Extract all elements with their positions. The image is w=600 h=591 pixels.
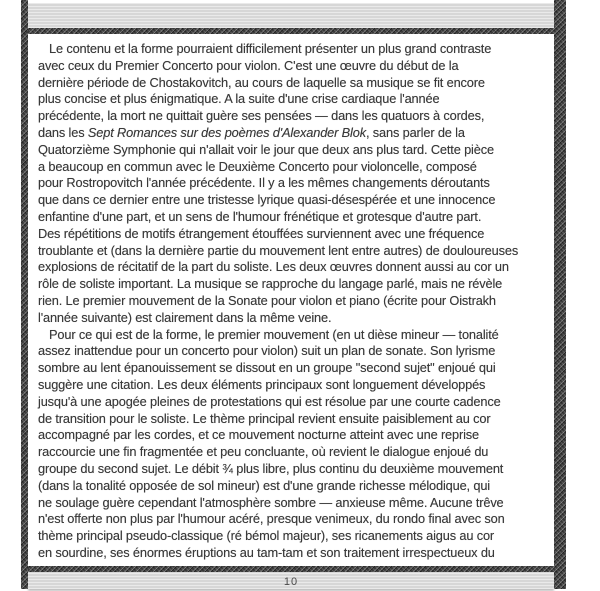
text-segment: troublante et (dans la dernière partie du mouvement lent entre autres) de douloureuses: [38, 242, 519, 258]
text-segment: Le contenu et la forme pourraient difficilement présenter un plus grand contraste: [49, 41, 492, 56]
text-segment: Des répétitions de motifs étrangement étouffées surviennent avec une fréquence: [38, 225, 485, 241]
text-segment: en sourdine, ses énormes éruptions au tam-tam et son traitement irrespectueux du: [38, 544, 495, 560]
text-segment: raccourcie une fin fragmentée et peu concluante, où revient le dialogue enjoué du: [38, 444, 489, 460]
text-line: [38, 259, 554, 276]
text-segment: de transition pour le soliste. Le thème principal revient ensuite paisiblement au cor: [38, 410, 491, 426]
text-line: [38, 411, 554, 428]
text-line: [38, 75, 554, 92]
page-number: 10: [283, 576, 299, 588]
text-segment: dans les: [38, 124, 88, 140]
text-line: [38, 175, 554, 192]
text-segment: n'est offerte non plus par l'humour acéré, presque venimeux, du rondo final avec son: [38, 511, 505, 527]
text-segment: (dans la tonalité opposée de sol mineur) est d'une grande richesse mélodique, qui: [38, 477, 490, 493]
text-segment: que dans ce dernier entre une tristesse lyrique quasi-désespérée et une innocence: [38, 192, 496, 208]
text-line: [38, 91, 554, 108]
page-right-border: [554, 0, 566, 589]
text-line: [38, 159, 554, 176]
page-left-border: [21, 0, 28, 589]
text-segment: rien. Le premier mouvement de la Sonate pour violon et piano (écrite pour Oistrakh: [38, 292, 496, 308]
text-segment: assez inattendue pour un concerto pour violon) suit un plan de sonate. Son lyrisme: [38, 343, 496, 359]
text-line: [38, 108, 554, 125]
text-segment: ne soulage guère cependant l'atmosphère sombre — anxieuse même. Aucune trêve: [38, 494, 504, 510]
text-segment: pour Rostropovitch l'année précédente. Il y a les mêmes changements déroutants: [38, 175, 490, 191]
text-line: [38, 528, 554, 545]
text-segment: thème principal pseudo-classique (ré bémol majeur), ses ricanements aigus au cor: [38, 528, 495, 544]
text-line: [38, 310, 554, 327]
text-segment: , sans parler de la: [365, 124, 465, 140]
text-line: [38, 495, 554, 512]
text-line: [38, 276, 554, 293]
text-line: [38, 427, 554, 444]
text-line: [38, 511, 554, 528]
text-segment: a beaucoup en commun avec le Deuxième Concerto pour violoncelle, composé: [38, 158, 477, 174]
text-segment: suggère une citation. Les deux éléments principaux sont longuement développés: [38, 376, 486, 392]
text-segment: avec ceux du Premier Concerto pour violon. C'est une œuvre du début de la: [38, 57, 459, 73]
text-segment: sombre au lent épanouissement se dissout en un groupe "second sujet" enjoué qui: [38, 360, 496, 376]
text-line: [38, 125, 554, 142]
page-text-area: [28, 34, 554, 566]
italic-text-segment: Sept Romances sur des poèmes d'Alexander Blok: [87, 124, 366, 140]
text-segment: dernière période de Chostakovitch, au cours de laquelle sa musique se fit encore: [38, 74, 485, 90]
text-segment: Pour ce qui est de la forme, le premier mouvement (en ut dièse mineur — tonalité: [49, 326, 499, 342]
text-segment: enfantine d'une part, et un sens de l'humour frénétique et grotesque d'autre part.: [38, 208, 482, 224]
text-segment: groupe du second sujet. Le débit ¾ plus libre, plus continu du deuxième mouvement: [38, 460, 504, 476]
text-line: [38, 478, 554, 495]
text-segment: rôle de soliste important. La musique se rapproche du langage parlé, mais ne révèle: [38, 276, 503, 292]
text-line: [38, 243, 554, 260]
text-segment: l'année suivante) est clairement dans la même veine.: [38, 309, 332, 325]
text-line: [38, 142, 554, 159]
text-line: [38, 192, 554, 209]
text-line: [38, 226, 554, 243]
text-line: [38, 58, 554, 75]
text-line: [38, 461, 554, 478]
text-line: [38, 394, 554, 411]
text-line: [38, 293, 554, 310]
text-segment: précédente, la mort ne quittait guère ses pensées — dans les quatuors à cordes,: [38, 108, 485, 124]
paragraph: [38, 41, 554, 327]
page-footer-band: [28, 572, 554, 589]
text-line: [38, 41, 554, 58]
text-segment: explosions de récitatif de la part du soliste. Les deux œuvres donnent aussi au cor un: [38, 259, 509, 275]
text-line: [38, 545, 554, 562]
text-line: [38, 327, 554, 344]
text-line: [38, 444, 554, 461]
text-line: [38, 209, 554, 226]
text-segment: Quatorzième Symphonie qui n'allait voir le jour que deux ans plus tard. Cette pièce: [38, 141, 494, 157]
text-line: [38, 343, 554, 360]
text-line: [38, 377, 554, 394]
page-top-band: [28, 3, 554, 28]
text-segment: plus concise et plus énigmatique. A la suite d'une crise cardiaque l'année: [38, 91, 440, 107]
text-line: [38, 360, 554, 377]
text-segment: jusqu'à une apogée pleines de protestations qui est résolue par une courte cadence: [38, 393, 501, 409]
paragraph: [38, 327, 554, 562]
text-segment: accompagné par les cordes, et ce mouvement nocturne atteint avec une reprise: [38, 427, 480, 443]
